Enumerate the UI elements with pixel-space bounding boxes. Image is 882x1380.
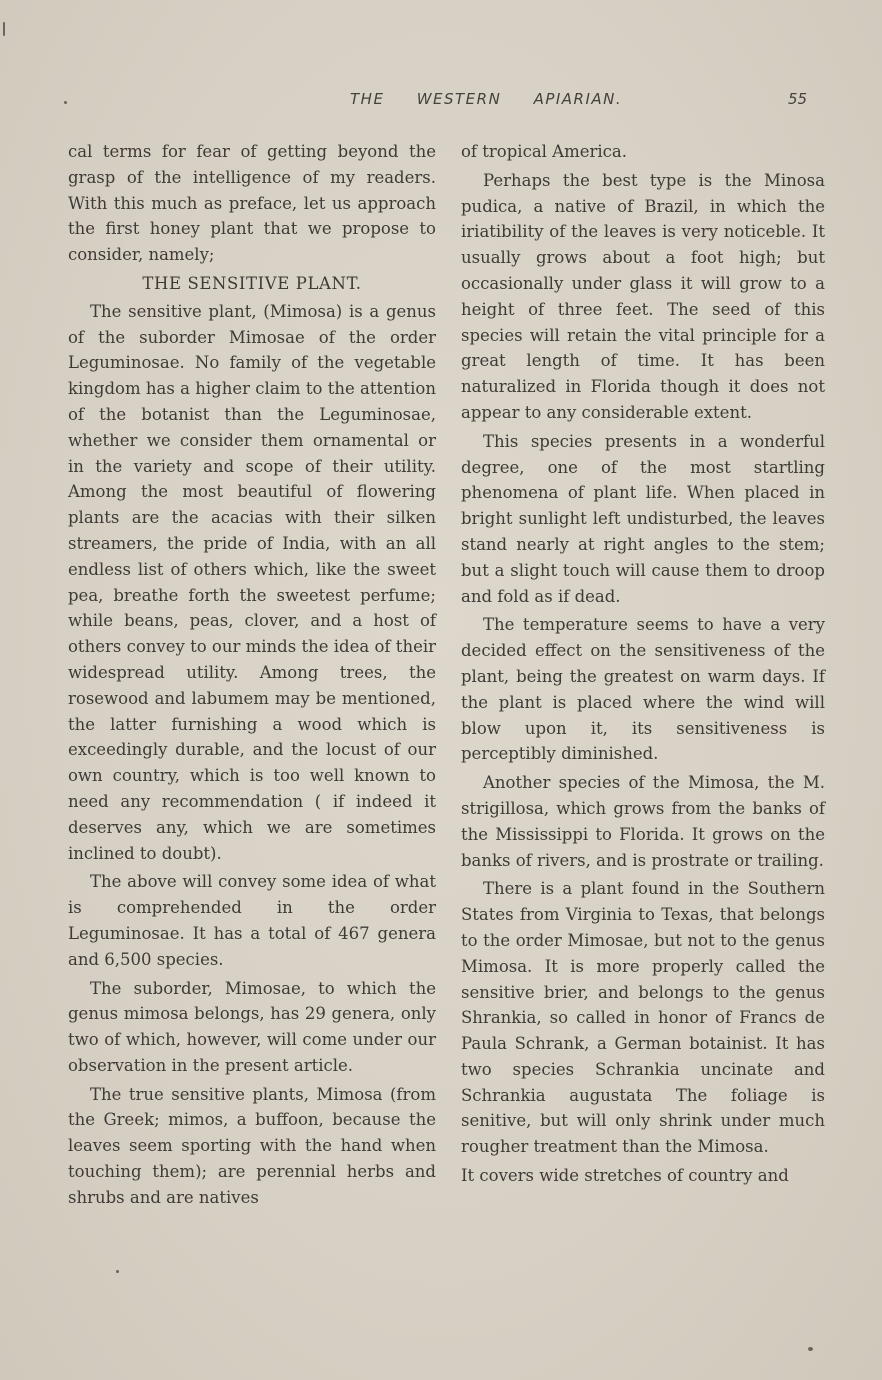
paragraph: The temperature seems to have a very decided effect on the sensitiveness of the plant, being the greatest on warm days. If the plant is placed where the wind will blow upon it, its sensitiveness is perceptibly diminished. xyxy=(461,615,825,764)
page-number: 55 xyxy=(788,90,808,108)
ink-speck xyxy=(808,1347,813,1351)
paragraph: of tropical America. xyxy=(461,142,627,161)
ink-speck xyxy=(116,1270,119,1273)
paragraph: Perhaps the best type is the Minosa pudica, a native of Brazil, in which the iriatibility of the leaves is very noticeble. It usually grows about a foot high; but occasionally under glass it will grow to a height of three feet. The seed of this species will retain the vital principle for a great length of time. It has been naturalized in Florida though it does not appear to any considerable extent. xyxy=(461,170,825,422)
paragraph: cal terms for fear of getting beyond the grasp of the intelligence of my readers. With this much as preface, let us approach the first honey plant that we propose to consider, namely; xyxy=(68,142,436,265)
paragraph: This species presents in a wonderful degree, one of the most startling phenomena of plant life. When placed in bright sunlight left undisturbed, the leaves stand nearly at right angles to the stem; but a slight touch will cause them to droop and fold as if dead. xyxy=(461,431,825,606)
paragraph: The above will convey some idea of what is comprehended in the order Leguminosae. It has a total of 467 genera and 6,500 species. xyxy=(68,872,436,969)
paragraph: The sensitive plant, (Mimosa) is a genus of the suborder Mimosae of the order Leguminosae. No family of the vegetable kingdom has a higher claim to the attention of the botanist than the Leguminosae, whether we consider them ornamental or in the variety and scope of their utility. Among the most beautiful of flowering plants are the acacias with their silken streamers, the pride of India, with an all endless list of others which, like the sweet pea, breathe forth the sweetest perfume; while beans, peas, clover, and a host of others convey to our minds the idea of their widespread utility. Among trees, the rosewood and labumem may be mentioned, the latter furnishing a wood which is exceedingly durable, and the locust of our own country, which is too well known to need any recommendation ( if indeed it deserves any, which we are sometimes inclined to doubt). xyxy=(68,301,436,863)
paragraph: It covers wide stretches of country and xyxy=(461,1166,789,1186)
paragraph: There is a plant found in the Southern States from Virginia to Texas, that belongs to the order Mimosae, but not to the genus Mimosa. It is more properly called the sensitive brier, and belongs to the genus Shrankia, so called in honor of Francs de Paula Schrank, a German botainist. It has two species Schrankia uncinate and Schrankia augustata The foliage is senitive, but will only shrink under much rougher treatment than the Mimosa. xyxy=(461,879,825,1157)
running-header xyxy=(0,88,882,114)
section-heading: THE SENSITIVE PLANT. xyxy=(142,273,362,293)
right-column xyxy=(461,139,825,1192)
ink-speck xyxy=(64,101,67,104)
paragraph: Another species of the Mimosa, the M. strigillosa, which grows from the banks of the Mississippi to Florida. It grows on the banks of rivers, and is prostrate or trailing. xyxy=(461,773,825,870)
ink-speck xyxy=(3,22,5,36)
left-column xyxy=(68,139,436,1214)
paragraph: The true sensitive plants, Mimosa (from the Greek; mimos, a buffoon, because the leaves seem sporting with the hand when touching them); are perennial herbs and shrubs and are natives xyxy=(68,1084,436,1207)
paragraph: The suborder, Mimosae, to which the genus mimosa belongs, has 29 genera, only two of which, however, will come under our observation in the present article. xyxy=(68,978,436,1075)
running-title: THE WESTERN APIARIAN. xyxy=(350,90,623,108)
